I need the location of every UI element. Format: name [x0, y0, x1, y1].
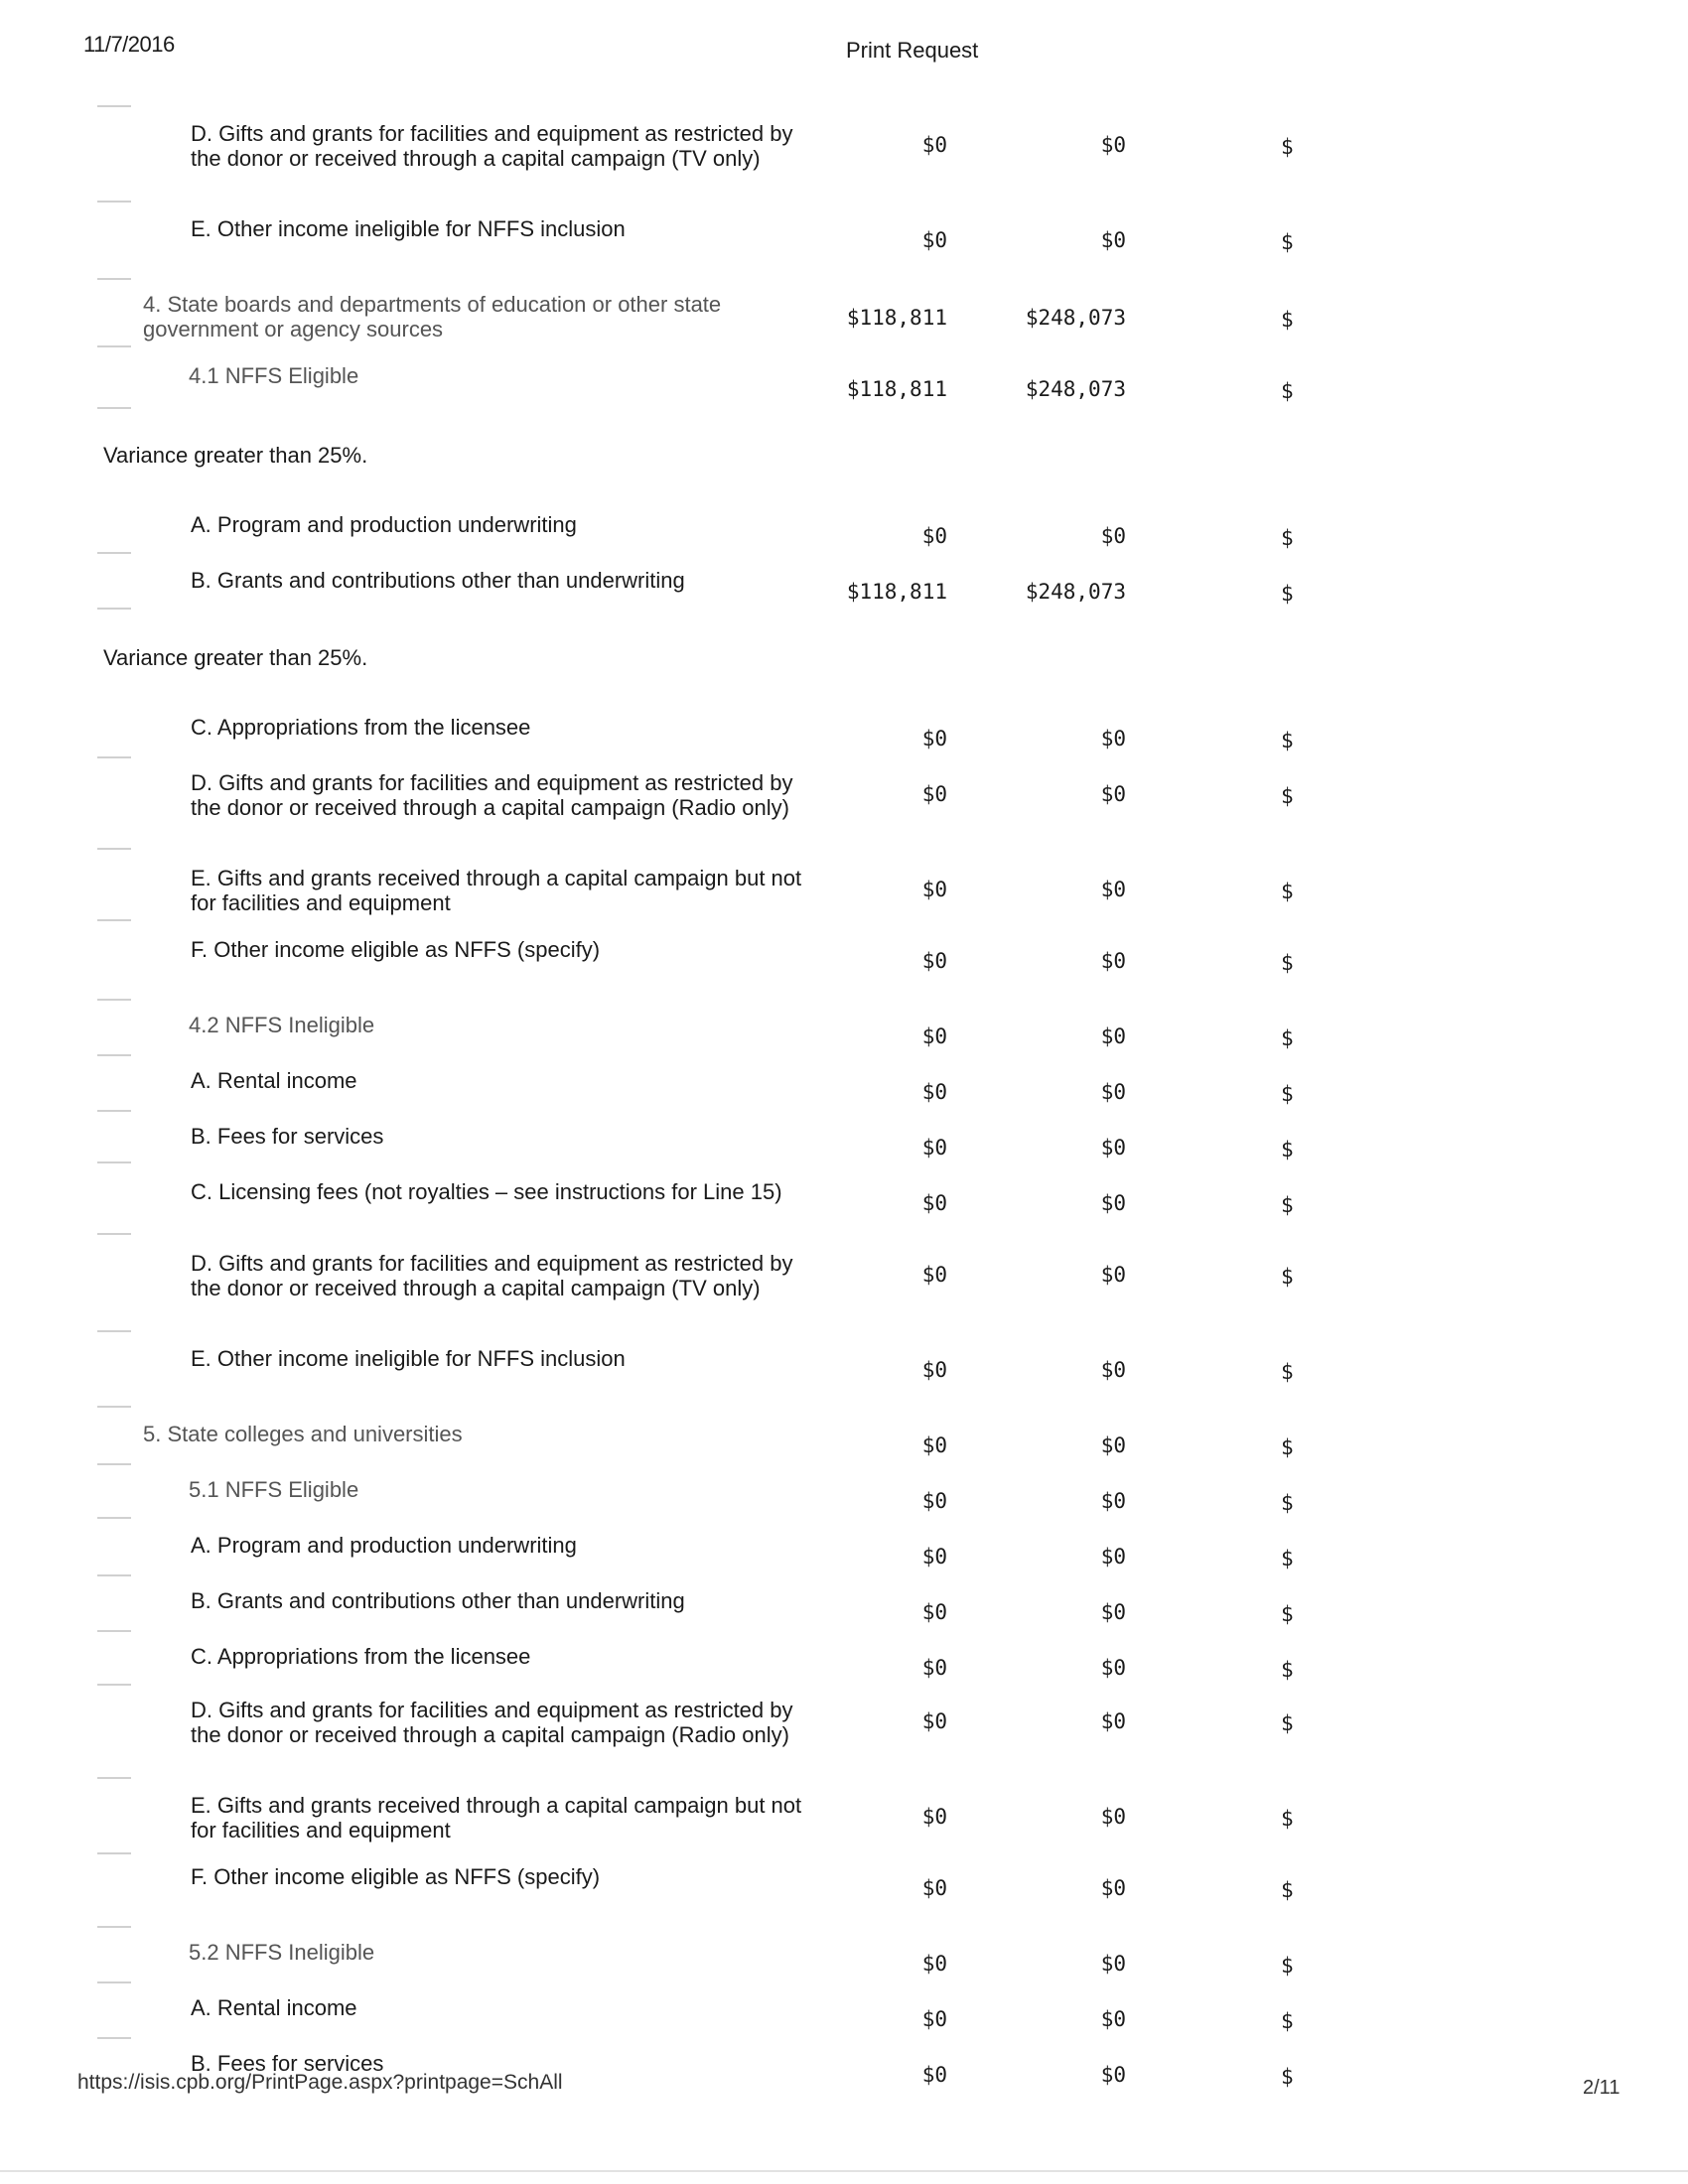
scan-mark: [97, 1926, 131, 1928]
line-item-label: C. Appropriations from the licensee: [191, 715, 531, 740]
value-col-2: $0: [1100, 782, 1126, 806]
line-item-label: E. Other income ineligible for NFFS inclusion: [191, 216, 626, 241]
value-col-3: $: [1281, 951, 1294, 975]
scan-mark: [97, 1777, 131, 1779]
line-item-row: [0, 1588, 1688, 1648]
value-col-1: $0: [921, 133, 947, 157]
value-col-3: $: [1281, 526, 1294, 550]
value-col-1: $0: [921, 524, 947, 548]
value-col-1: $0: [921, 949, 947, 973]
footer-url: https://isis.cpb.org/PrintPage.aspx?printpage=SchAll: [77, 2071, 563, 2094]
subsection-label: 5.2 NFFS Ineligible: [189, 1940, 375, 1965]
scan-mark: [97, 278, 131, 280]
value-col-2: $248,073: [1025, 580, 1126, 604]
line-item-label: D. Gifts and grants for facilities and equipment as restricted by the donor or received through a capital campaign (Radio only): [191, 770, 793, 820]
line-item-row: [0, 1995, 1688, 2055]
line-item-label: E. Gifts and grants received through a capital campaign but not for facilities and equipment: [191, 1793, 802, 1843]
value-col-2: $0: [1100, 1024, 1126, 1048]
value-col-3: $: [1281, 1082, 1294, 1106]
value-col-2: $0: [1100, 524, 1126, 548]
value-col-2: $248,073: [1025, 377, 1126, 401]
value-col-1: $0: [921, 1191, 947, 1215]
line-item-row: [0, 1793, 1688, 1852]
value-col-1: $118,811: [846, 580, 947, 604]
scan-mark: [97, 1330, 131, 1332]
value-col-2: $0: [1100, 1136, 1126, 1160]
line-item-label: C. Appropriations from the licensee: [191, 1644, 531, 1669]
value-col-2: $0: [1100, 2007, 1126, 2031]
value-col-3: $: [1281, 729, 1294, 752]
scan-mark: [97, 105, 131, 107]
value-col-3: $: [1281, 1193, 1294, 1217]
line-item-label: D. Gifts and grants for facilities and equipment as restricted by the donor or received through a capital campaign (TV only): [191, 1251, 793, 1300]
line-item-label: F. Other income eligible as NFFS (specify): [191, 937, 601, 962]
value-col-3: $: [1281, 1954, 1294, 1978]
line-item-row: [0, 1179, 1688, 1239]
line-item-row: [0, 121, 1688, 181]
line-item-row: [0, 512, 1688, 572]
value-col-1: $0: [921, 727, 947, 751]
variance-warning: Variance greater than 25%.: [103, 645, 368, 670]
line-item-label: A. Program and production underwriting: [191, 1533, 577, 1558]
value-col-2: $0: [1100, 228, 1126, 252]
line-item-label: B. Fees for services: [191, 1124, 384, 1149]
section-header-row: [0, 1422, 1688, 1481]
line-item-row: [0, 1698, 1688, 1757]
value-col-1: $0: [921, 1358, 947, 1382]
value-col-3: $: [1281, 308, 1294, 332]
line-item-label: A. Program and production underwriting: [191, 512, 577, 537]
value-col-1: $0: [921, 1709, 947, 1733]
line-item-label: F. Other income eligible as NFFS (specify): [191, 1864, 601, 1889]
line-item-label: B. Grants and contributions other than underwriting: [191, 568, 685, 593]
page-title: Print Request: [846, 38, 979, 63]
line-item-row: [0, 1864, 1688, 1924]
value-col-2: $0: [1100, 1358, 1126, 1382]
value-col-3: $: [1281, 1491, 1294, 1515]
value-col-2: $0: [1100, 1952, 1126, 1976]
line-item-label: E. Other income ineligible for NFFS inclusion: [191, 1346, 626, 1371]
value-col-2: $0: [1100, 949, 1126, 973]
line-item-row: [0, 568, 1688, 627]
scan-mark: [97, 1406, 131, 1408]
value-col-1: $0: [921, 2063, 947, 2087]
value-col-3: $: [1281, 135, 1294, 159]
subsection-row: [0, 1477, 1688, 1537]
subsection-label: 5.1 NFFS Eligible: [189, 1477, 359, 1502]
value-col-1: $0: [921, 1805, 947, 1829]
value-col-2: $0: [1100, 878, 1126, 901]
value-col-1: $0: [921, 1656, 947, 1680]
line-item-label: D. Gifts and grants for facilities and equipment as restricted by the donor or received through a capital campaign (Radio only): [191, 1698, 793, 1747]
section-header-row: [0, 292, 1688, 351]
value-col-3: $: [1281, 1265, 1294, 1289]
value-col-1: $118,811: [846, 377, 947, 401]
subsection-row: [0, 1940, 1688, 1999]
value-col-2: $0: [1100, 1433, 1126, 1457]
line-item-row: [0, 1346, 1688, 1406]
line-item-label: B. Grants and contributions other than underwriting: [191, 1588, 685, 1613]
value-col-2: $0: [1100, 1080, 1126, 1104]
value-col-3: $: [1281, 1658, 1294, 1682]
line-item-row: [0, 1068, 1688, 1128]
line-item-row: [0, 866, 1688, 925]
subsection-label: 4.1 NFFS Eligible: [189, 363, 359, 388]
line-item-label: A. Rental income: [191, 1995, 357, 2020]
value-col-3: $: [1281, 1878, 1294, 1902]
value-col-3: $: [1281, 1711, 1294, 1735]
subsection-label: 4.2 NFFS Ineligible: [189, 1013, 375, 1037]
value-col-2: $0: [1100, 1805, 1126, 1829]
value-col-1: $0: [921, 228, 947, 252]
line-item-label: E. Gifts and grants received through a capital campaign but not for facilities and equipment: [191, 866, 802, 915]
line-item-row: [0, 715, 1688, 774]
value-col-1: $0: [921, 782, 947, 806]
value-col-1: $0: [921, 1600, 947, 1624]
subsection-row: [0, 363, 1688, 423]
value-col-3: $: [1281, 379, 1294, 403]
value-col-2: $0: [1100, 1545, 1126, 1569]
line-item-row: [0, 216, 1688, 276]
value-col-1: $0: [921, 1876, 947, 1900]
line-item-row: [0, 1644, 1688, 1704]
section-label: 4. State boards and departments of education or other state government or agency sources: [143, 292, 722, 341]
value-col-1: $0: [921, 1952, 947, 1976]
line-item-label: B. Fees for services: [191, 2051, 384, 2076]
value-col-1: $0: [921, 2007, 947, 2031]
value-col-3: $: [1281, 2009, 1294, 2033]
value-col-3: $: [1281, 230, 1294, 254]
value-col-2: $0: [1100, 1876, 1126, 1900]
print-date: 11/7/2016: [83, 32, 175, 57]
value-col-2: $0: [1100, 1191, 1126, 1215]
page-edge: [0, 2170, 1688, 2172]
value-col-2: $248,073: [1025, 306, 1126, 330]
value-col-3: $: [1281, 1547, 1294, 1570]
line-item-row: [0, 1251, 1688, 1310]
value-col-1: $0: [921, 1489, 947, 1513]
value-col-3: $: [1281, 2065, 1294, 2089]
value-col-1: $0: [921, 1136, 947, 1160]
scan-mark: [97, 201, 131, 203]
scan-mark: [97, 999, 131, 1001]
value-col-2: $0: [1100, 1709, 1126, 1733]
value-col-3: $: [1281, 1026, 1294, 1050]
line-item-row: [0, 1533, 1688, 1592]
value-col-2: $0: [1100, 133, 1126, 157]
scan-mark: [97, 848, 131, 850]
value-col-3: $: [1281, 880, 1294, 903]
value-col-3: $: [1281, 1435, 1294, 1459]
line-item-row: [0, 1124, 1688, 1183]
value-col-3: $: [1281, 582, 1294, 606]
value-col-3: $: [1281, 1360, 1294, 1384]
value-col-3: $: [1281, 1807, 1294, 1831]
value-col-2: $0: [1100, 2063, 1126, 2087]
value-col-1: $0: [921, 1080, 947, 1104]
value-col-1: $0: [921, 878, 947, 901]
value-col-1: $118,811: [846, 306, 947, 330]
value-col-3: $: [1281, 1138, 1294, 1161]
value-col-1: $0: [921, 1024, 947, 1048]
scan-mark: [97, 1852, 131, 1854]
line-item-label: A. Rental income: [191, 1068, 357, 1093]
value-col-2: $0: [1100, 1489, 1126, 1513]
value-col-2: $0: [1100, 727, 1126, 751]
line-item-label: D. Gifts and grants for facilities and equipment as restricted by the donor or received through a capital campaign (TV only): [191, 121, 793, 171]
variance-warning: Variance greater than 25%.: [103, 443, 368, 468]
value-col-1: $0: [921, 1433, 947, 1457]
value-col-2: $0: [1100, 1263, 1126, 1287]
value-col-3: $: [1281, 1602, 1294, 1626]
line-item-row: [0, 770, 1688, 830]
page-number: 2/11: [1583, 2077, 1620, 2099]
line-item-row: [0, 937, 1688, 997]
section-label: 5. State colleges and universities: [143, 1422, 463, 1446]
value-col-2: $0: [1100, 1600, 1126, 1624]
value-col-2: $0: [1100, 1656, 1126, 1680]
line-item-label: C. Licensing fees (not royalties – see instructions for Line 15): [191, 1179, 782, 1204]
value-col-1: $0: [921, 1545, 947, 1569]
subsection-row: [0, 1013, 1688, 1072]
value-col-3: $: [1281, 784, 1294, 808]
value-col-1: $0: [921, 1263, 947, 1287]
